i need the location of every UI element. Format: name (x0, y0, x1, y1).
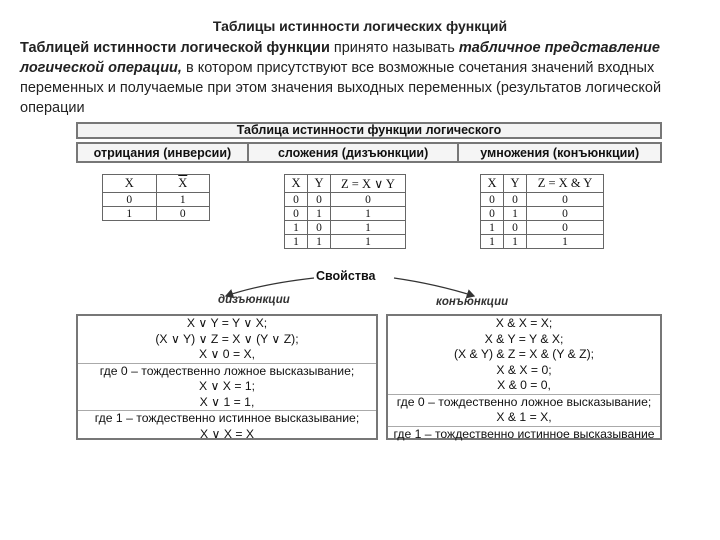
header-cell: Z = X ∨ Y (331, 175, 406, 193)
property-line: X & Y = Y & X; (484, 331, 564, 346)
property-line: X & 0 = 0, (497, 378, 551, 392)
property-line: X & X = 0; (496, 362, 552, 377)
table-cell: 0 (103, 193, 157, 207)
table-cell: 0 (527, 207, 604, 221)
table-cell: 1 (504, 235, 527, 249)
property-line: (X ∨ Y) ∨ Z = X ∨ (Y ∨ Z); (155, 331, 299, 346)
property-line: X ∨ 1 = 1, (199, 394, 255, 409)
table-cell: 1 (285, 221, 308, 235)
table-cell: 1 (481, 235, 504, 249)
arrow-to-conjunction (394, 278, 474, 296)
intro-rest: в котором присутствуют все возможные сочетания значений входных переменных и получаемые при этом значения выходных переменных (результатов логической операции (20, 60, 662, 116)
column-disjunction: сложения (дизъюнкции) (249, 144, 460, 161)
figure-banner: Таблица истинности функции логического (76, 122, 662, 139)
label-disjunction: дизъюнкции (218, 294, 290, 306)
table-cell: 0 (481, 207, 504, 221)
table-cell: 0 (504, 221, 527, 235)
property-line: X ∨ 0 = X, (198, 347, 255, 361)
header-cell: $\overline{X}$ (156, 175, 210, 193)
table-cell: 0 (481, 193, 504, 207)
header-cell: X (481, 175, 504, 193)
table-cell: 0 (308, 193, 331, 207)
table-cell: 0 (285, 207, 308, 221)
table-cell: 1 (308, 235, 331, 249)
property-line: где 1 – тождественно истинное высказывание; (78, 410, 376, 427)
table-cell: 1 (331, 235, 406, 249)
property-line: X ∨ X = X (200, 426, 254, 441)
table-cell: 0 (527, 193, 604, 207)
table-cell: 0 (285, 193, 308, 207)
intro-term: Таблицей истинности логической функции (20, 40, 330, 56)
property-line: X & 1 = X, (496, 410, 552, 424)
table-cell: 0 (331, 193, 406, 207)
page-title: Таблицы истинности логических функций (212, 18, 508, 34)
table-cell: 1 (331, 207, 406, 221)
property-line: (X & Y) & Z = X & (Y & Z); (453, 347, 595, 361)
table-cell: 0 (156, 207, 210, 221)
table-cell: 1 (481, 221, 504, 235)
disjunction-properties (76, 314, 378, 440)
table-cell: 0 (504, 193, 527, 207)
label-conjunction: конъюнкции (436, 296, 509, 308)
property-line: где 1 – тождественно истинное высказывание (388, 426, 660, 443)
property-line: где 0 – тождественно ложное высказывание; (388, 394, 660, 411)
properties-title: Свойства (316, 269, 376, 283)
intro-paragraph (20, 38, 700, 118)
property-line: X ∨ Y = Y ∨ X; (186, 316, 268, 330)
property-line: X ∨ X = 1; (198, 379, 255, 393)
properties-arrows (76, 118, 662, 318)
table-cell: 0 (308, 221, 331, 235)
table-cell: 1 (285, 235, 308, 249)
property-line: где 0 – тождественно ложное высказывание; (78, 363, 376, 380)
table-cell: 1 (308, 207, 331, 221)
header-cell: Y (504, 175, 527, 193)
table-cell: 1 (331, 221, 406, 235)
column-negation: отрицания (инверсии) (78, 144, 249, 161)
header-cell: Y (308, 175, 331, 193)
table-cell: 1 (504, 207, 527, 221)
truth-table-figure (76, 118, 662, 440)
property-line: X & X = X; (495, 316, 553, 330)
table-cell: 1 (156, 193, 210, 207)
table-cell: 1 (527, 235, 604, 249)
header-cell: X (285, 175, 308, 193)
header-cell: X (103, 175, 157, 193)
table-cell: 0 (527, 221, 604, 235)
column-conjunction: умножения (конъюнкции) (480, 145, 640, 160)
table-cell: 1 (103, 207, 157, 221)
header-cell: Z = X & Y (527, 175, 604, 193)
intro-verb: принято называть (329, 40, 459, 56)
intro-definition: табличное представление логической операции, (20, 40, 660, 76)
conjunction-properties (386, 314, 662, 440)
